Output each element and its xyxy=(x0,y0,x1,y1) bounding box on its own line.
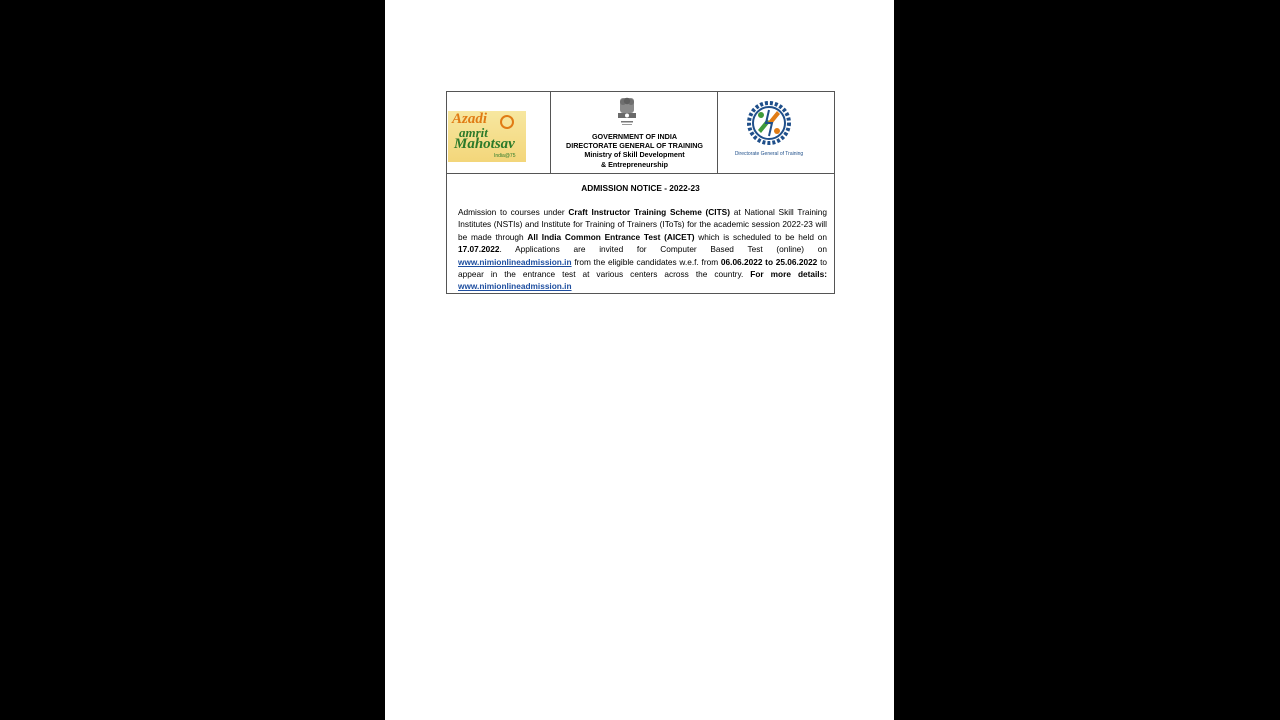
notice-text-1: Admission to courses under xyxy=(458,207,569,217)
notice-body xyxy=(458,206,827,293)
notice-title: ADMISSION NOTICE - 2022-23 xyxy=(581,183,700,193)
azadi-logo-word-1: Azadi xyxy=(452,111,488,127)
azadi-ka-amrit-mahotsav-logo xyxy=(448,111,526,162)
national-emblem-icon xyxy=(615,96,639,128)
more-details-label: For more details: xyxy=(750,269,827,280)
admission-link-2[interactable]: www.nimionlineadmission.in xyxy=(458,281,572,292)
dgt-logo-caption: Directorate General of Training xyxy=(734,151,804,157)
header-right-cell xyxy=(718,92,834,173)
notice-text-3: which is scheduled to be held on xyxy=(694,231,827,242)
notice-text-6: to appear in the entrance test at various centers across the country. xyxy=(458,256,827,280)
ministry-heading xyxy=(551,132,718,169)
exam-date: 17.07.2022 xyxy=(458,244,500,255)
admission-notice xyxy=(446,91,835,294)
application-date-range: 06.06.2022 to 25.06.2022 xyxy=(720,256,818,267)
gov-line-4: & Entrepreneurship xyxy=(600,159,669,169)
cits-label: Craft Instructor Training Scheme (CITS) xyxy=(568,207,730,217)
admission-link-1[interactable]: www.nimionlineadmission.in xyxy=(458,256,572,267)
notice-text-2: at National Skill Training Institutes (NSTIs) and Institute for Training of Trainers (IToTs) for the academic session 2022-23 will be made through xyxy=(458,207,828,242)
aicet-label: All India Common Entrance Test (AICET) xyxy=(527,231,695,242)
azadi-logo-word-2: amrit xyxy=(459,125,488,140)
gov-line-1: GOVERNMENT OF INDIA xyxy=(591,132,678,141)
dgt-gear-logo-icon xyxy=(747,101,791,145)
gov-line-2: DIRECTORATE GENERAL OF TRAINING xyxy=(566,141,703,151)
gov-line-3: Ministry of Skill Development xyxy=(584,150,685,160)
notice-header xyxy=(447,92,834,174)
header-center-cell xyxy=(551,92,718,173)
notice-text-4: . Applications are invited for Computer Based Test (online) on xyxy=(499,244,827,255)
header-left-cell xyxy=(447,92,551,173)
azadi-logo-mark xyxy=(500,115,514,129)
azadi-logo-word-3: Mahotsav xyxy=(454,136,515,152)
azadi-logo-tag: India@75 xyxy=(494,153,516,159)
notice-text-5: from the eligible candidates w.e.f. from xyxy=(571,256,721,267)
